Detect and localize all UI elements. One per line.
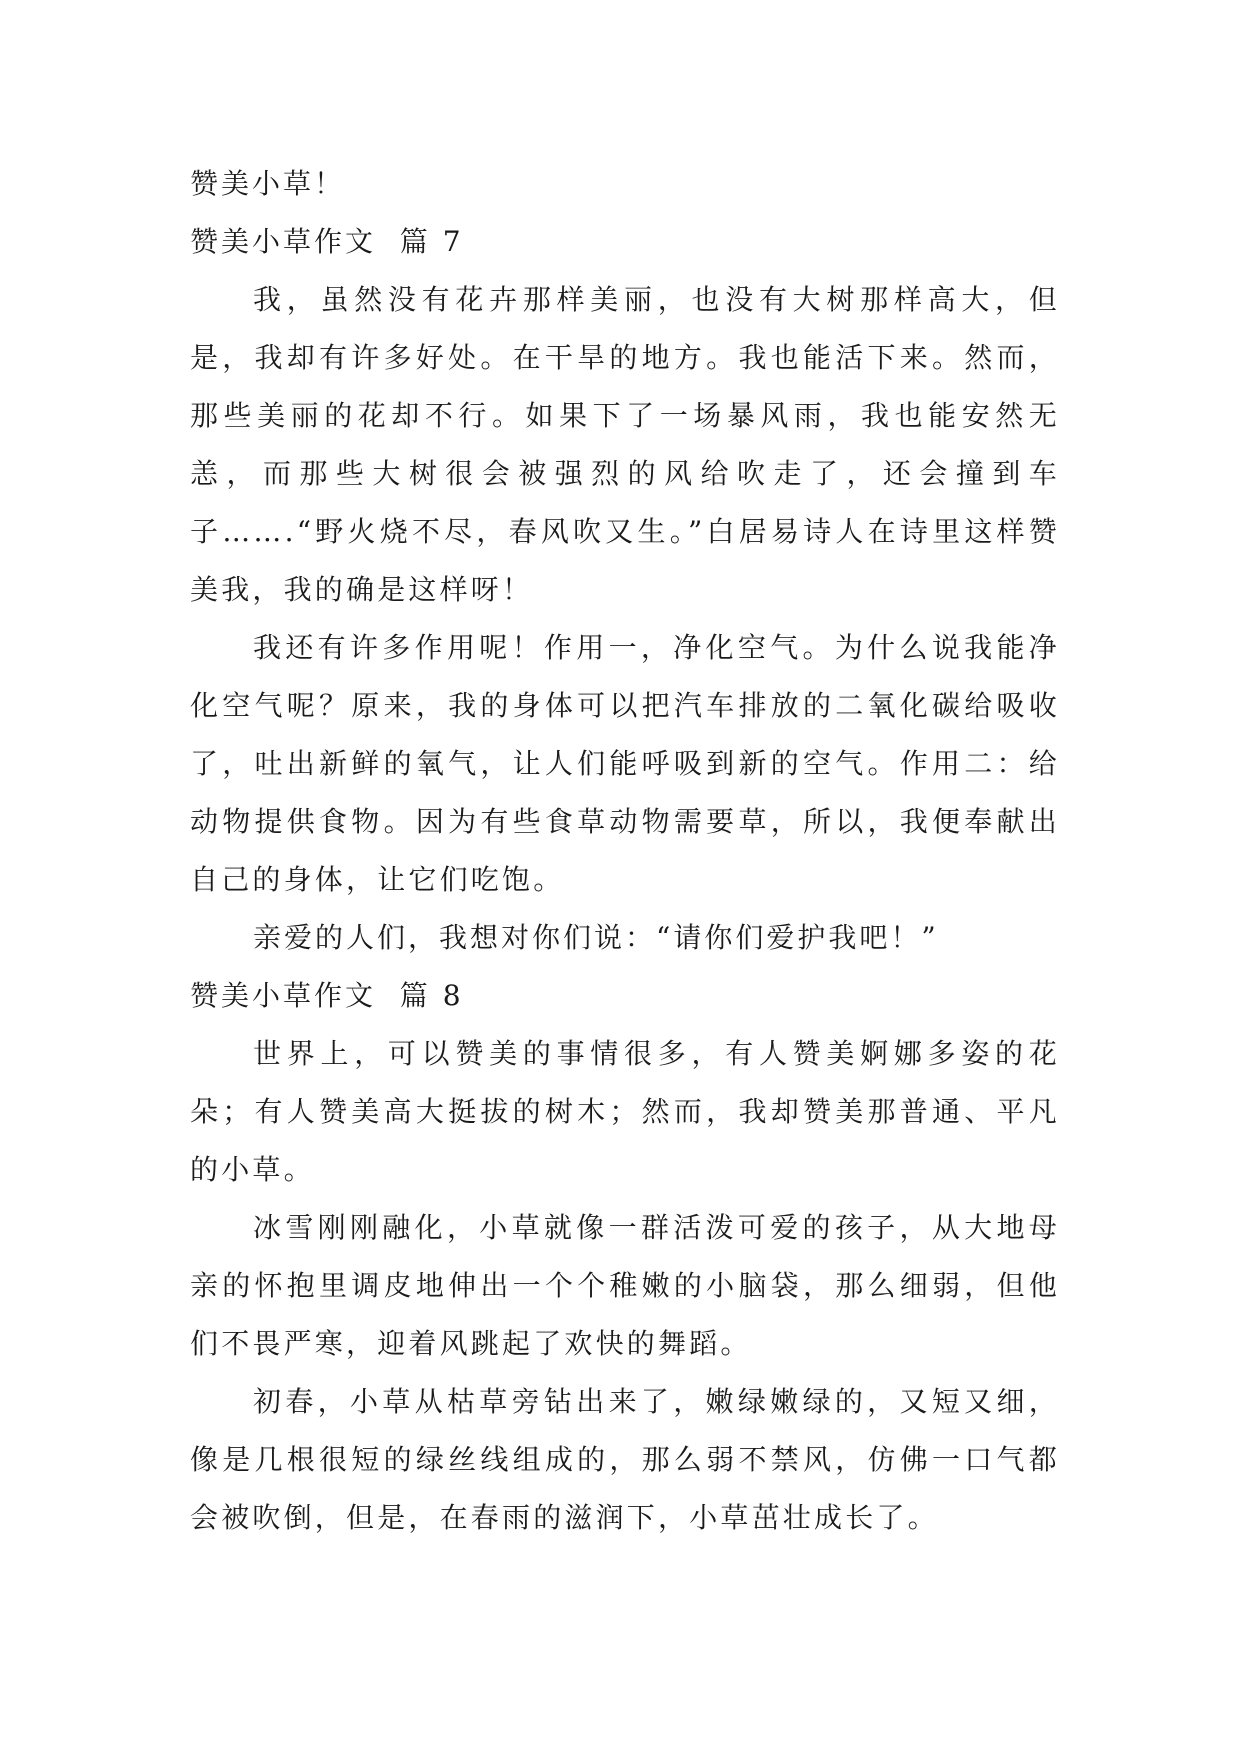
paragraph: 我，虽然没有花卉那样美丽，也没有大树那样高大，但是，我却有许多好处。在干旱的地方。我也能活下来。然而，那些美丽的花却不行。如果下了一场暴风雨，我也能安然无恙，而那些大树很会被强烈的风给吹走了，还会撞到车子…….“野火烧不尽，春风吹又生。”白居易诗人在诗里这样赞美我，我的确是这样呀！ — [190, 283, 1060, 606]
paragraph: 世界上，可以赞美的事情很多，有人赞美婀娜多姿的花朵；有人赞美高大挺拔的树木；然而，我却赞美那普通、平凡的小草。 — [190, 1037, 1060, 1186]
paragraph: 我还有许多作用呢！作用一，净化空气。为什么说我能净化空气呢？原来，我的身体可以把汽车排放的二氧化碳给吸收了，吐出新鲜的氧气，让人们能呼吸到新的空气。作用二：给动物提供食物。因为有些食草动物需要草，所以，我便奉献出自己的身体，让它们吃饱。 — [190, 631, 1060, 896]
section-heading-8: 赞美小草作文 篇 8 — [190, 979, 464, 1012]
paragraph: 亲爱的人们，我想对你们说：“请你们爱护我吧！” — [253, 921, 939, 954]
section-heading-7: 赞美小草作文 篇 7 — [190, 225, 464, 258]
closing-line: 赞美小草！ — [190, 167, 346, 200]
paragraph: 冰雪刚刚融化，小草就像一群活泼可爱的孩子，从大地母亲的怀抱里调皮地伸出一个个稚嫩的小脑袋，那么细弱，但他们不畏严寒，迎着风跳起了欢快的舞蹈。 — [190, 1211, 1060, 1360]
paragraph: 初春，小草从枯草旁钻出来了，嫩绿嫩绿的，又短又细，像是几根很短的绿丝线组成的，那么弱不禁风，仿佛一口气都会被吹倒，但是，在春雨的滋润下，小草茁壮成长了。 — [190, 1385, 1060, 1534]
document-body — [190, 155, 1060, 1547]
